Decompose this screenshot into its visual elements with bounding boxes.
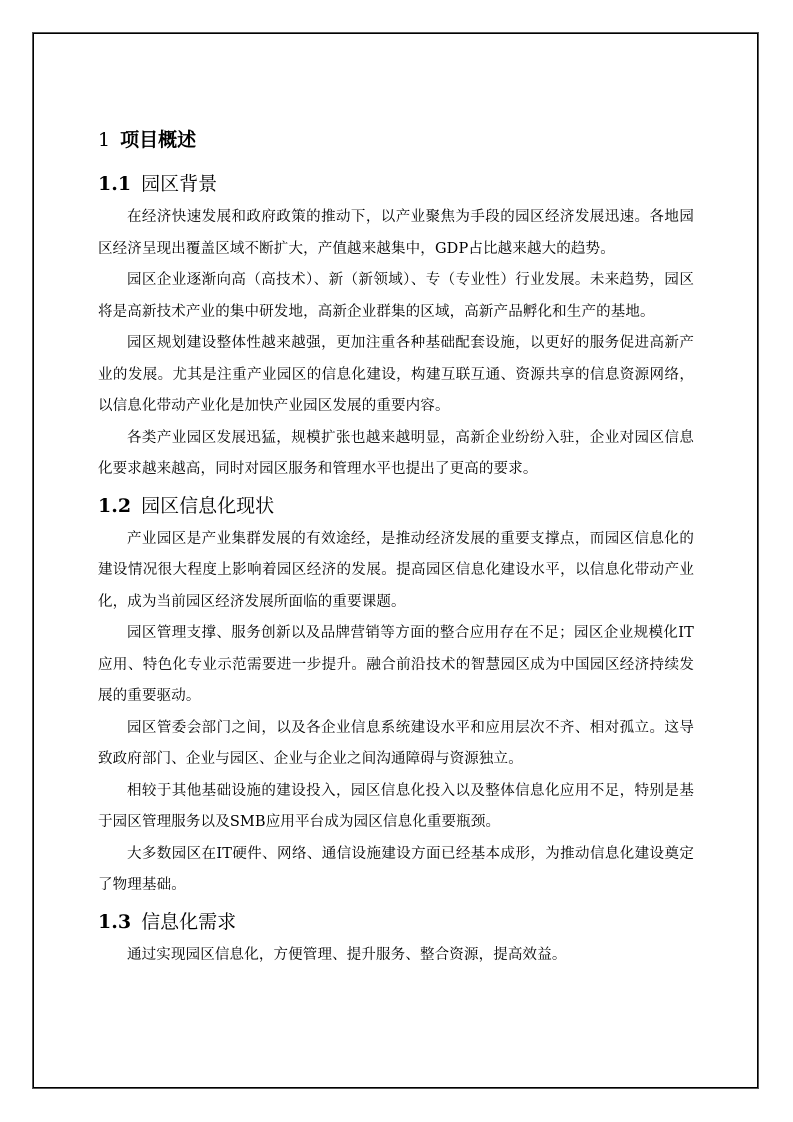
paragraph: 园区企业逐渐向高（高技术）、新（新领域）、专（专业性）行业发展。未来趋势，园区将是高新技术产业的集中研发地，高新企业群集的区域，高新产品孵化和生产的基地。 <box>98 272 694 320</box>
paragraph: 大多数园区在IT硬件、网络、通信设施建设方面已经基本成形，为推动信息化建设奠定了物理基础。 <box>98 845 694 893</box>
section-number: 1.1 <box>98 173 132 195</box>
paragraph: 通过实现园区信息化，方便管理、提升服务、整合资源，提高效益。 <box>127 946 567 963</box>
chapter-number: 1 <box>98 129 111 151</box>
section-number: 1.2 <box>98 494 132 517</box>
section-title: 信息化需求 <box>141 910 237 933</box>
chapter-title: 项目概述 <box>120 129 197 151</box>
paragraph: 园区管理支撑、服务创新以及品牌营销等方面的整合应用存在不足；园区企业规模化IT应用、特色化专业示范需要进一步提升。融合前沿技术的智慧园区成为中国园区经济持续发展的重要驱动。 <box>98 625 694 704</box>
paragraph: 在经济快速发展和政府政策的推动下，以产业聚焦为手段的园区经济发展迅速。各地园区经济呈现出覆盖区域不断扩大，产值越来越集中，GDP占比越来越大的趋势。 <box>98 209 694 257</box>
section-heading <box>98 166 694 202</box>
section-heading <box>98 488 694 524</box>
paragraph: 园区规划建设整体性越来越强，更加注重各种基础配套设施，以更好的服务促进高新产业的发展。尤其是注重产业园区的信息化建设，构建互联互通、资源共享的信息资源网络，以信息化带动产业化是加快产业园区发展的重要内容。 <box>98 335 694 414</box>
section-number: 1.3 <box>98 910 132 933</box>
paragraph: 相较于其他基础设施的建设投入，园区信息化投入以及整体信息化应用不足，特别是基于园区管理服务以及SMB应用平台成为园区信息化重要瓶颈。 <box>98 782 694 830</box>
chapter-heading <box>98 124 694 156</box>
section-title: 园区背景 <box>141 173 218 195</box>
section-heading <box>98 904 694 940</box>
document-body <box>98 124 694 973</box>
section-1-3 <box>98 904 694 972</box>
section-1-1 <box>98 166 694 486</box>
paragraph: 产业园区是产业集群发展的有效途经，是推动经济发展的重要支撑点，而园区信息化的建设情况很大程度上影响着园区经济的发展。提高园区信息化建设水平，以信息化带动产业化，成为当前园区经济发展所面临的重要课题。 <box>98 530 694 610</box>
paragraph: 各类产业园区发展迅猛，规模扩张也越来越明显，高新企业纷纷入驻，企业对园区信息化要求越来越高，同时对园区服务和管理水平也提出了更高的要求。 <box>98 429 694 477</box>
section-1-2 <box>98 488 694 902</box>
paragraph: 园区管委会部门之间，以及各企业信息系统建设水平和应用层次不齐、相对孤立。这导致政府部门、企业与园区、企业与企业之间沟通障碍与资源独立。 <box>98 719 694 767</box>
section-title: 园区信息化现状 <box>141 494 275 517</box>
